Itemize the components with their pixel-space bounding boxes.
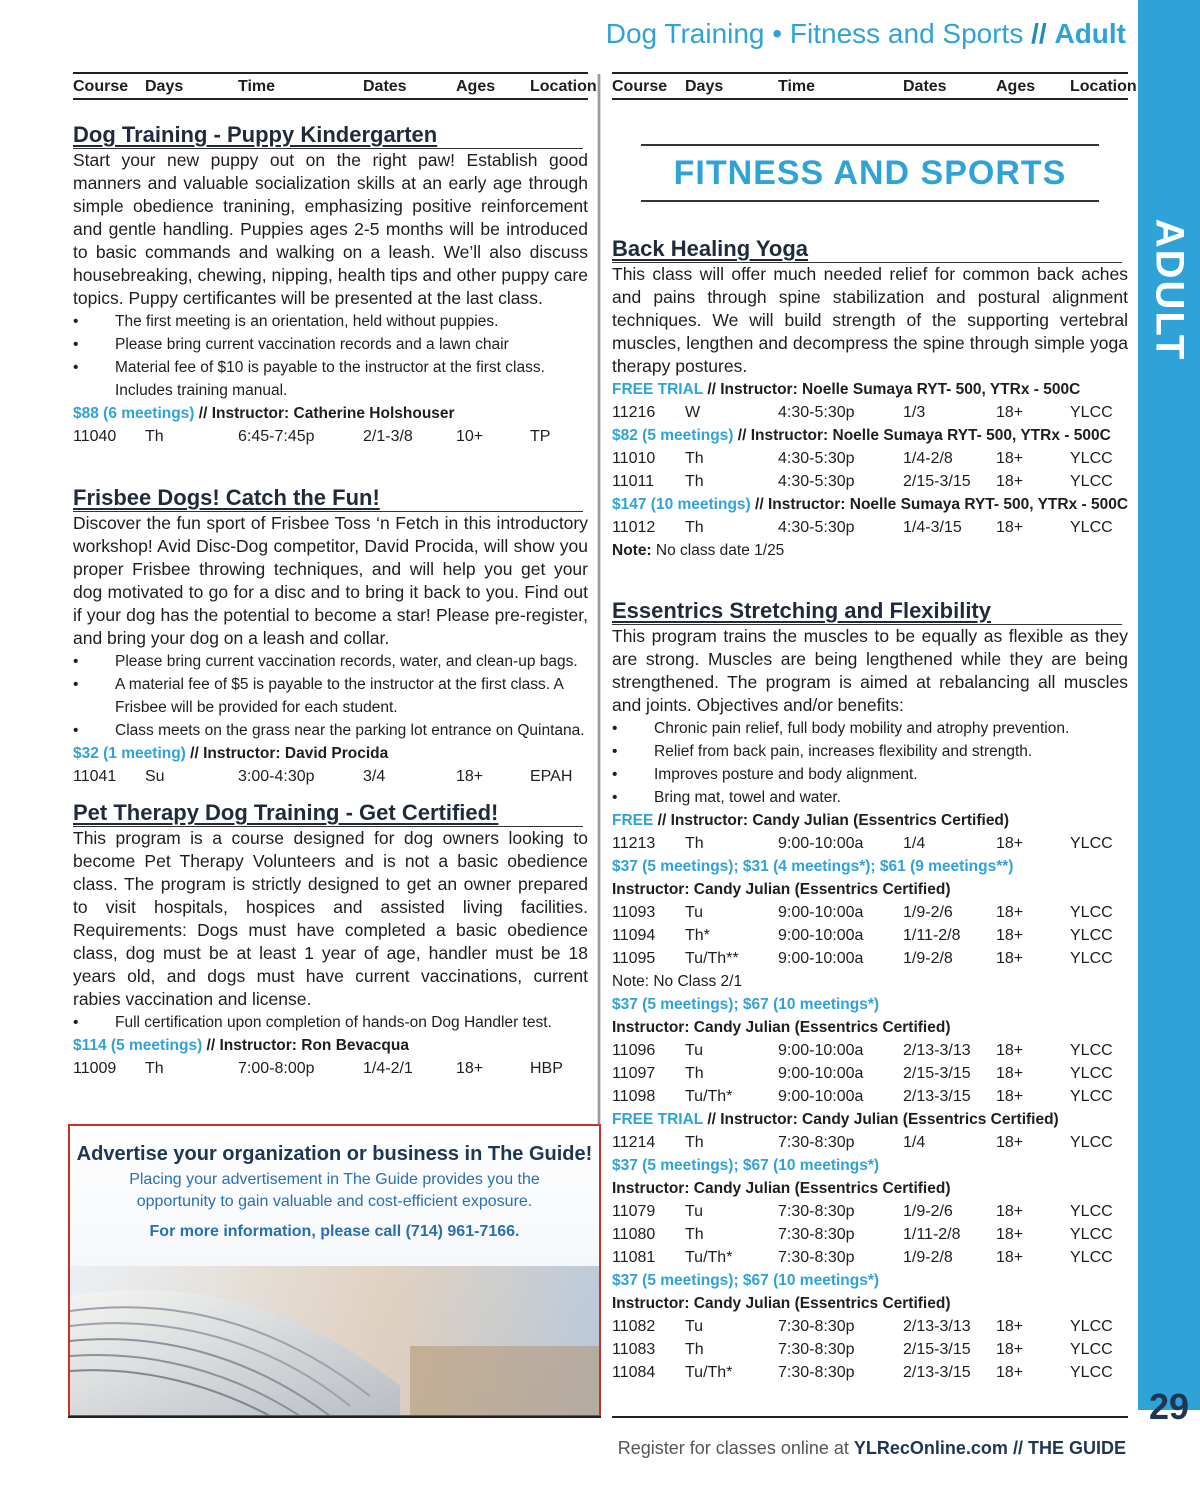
class-row <box>612 901 1128 924</box>
location: EPAH <box>530 768 573 785</box>
course-number: 11041 <box>73 768 117 785</box>
dates: 2/13-3/15 <box>903 1088 971 1105</box>
course-number: 11009 <box>73 1060 117 1077</box>
note-item: • The first meeting is an orientation, held without puppies. <box>73 310 588 333</box>
instructor: Instructor: Candy Julian (Essentrics Certified) <box>612 1295 951 1312</box>
ad-headline: Advertise your organization or business in The Guide! <box>76 1143 593 1165</box>
dates: 1/9-2/6 <box>903 1203 953 1220</box>
days: Tu <box>685 1318 704 1335</box>
location: YLCC <box>1070 1134 1113 1151</box>
course-number: 11083 <box>612 1341 656 1358</box>
days: Th <box>685 450 704 467</box>
ages: 18+ <box>456 768 484 785</box>
instructor: // Instructor: David Procida <box>190 745 389 762</box>
instructor: // Instructor: Noelle Sumaya RYT- 500, YTRx - 500C <box>755 496 1129 513</box>
days: Tu <box>685 904 704 921</box>
price-line <box>612 1269 1128 1292</box>
course-number: 11080 <box>612 1226 656 1243</box>
dates: 1/3 <box>903 404 926 421</box>
class-row <box>73 1057 588 1080</box>
time: 6:45-7:45p <box>238 428 315 445</box>
note-text: No class date 1/25 <box>655 542 785 559</box>
location: HBP <box>530 1060 563 1077</box>
ages: 18+ <box>996 950 1024 967</box>
ages: 18+ <box>996 1088 1024 1105</box>
col-ages: Ages <box>456 78 496 95</box>
price-line <box>612 1154 1128 1177</box>
time: 9:00-10:00a <box>778 1065 864 1082</box>
course-number: 11084 <box>612 1364 656 1381</box>
dates: 2/15-3/15 <box>903 1341 971 1358</box>
price-line <box>612 424 1128 447</box>
dates: 1/9-2/8 <box>903 950 953 967</box>
ages: 18+ <box>996 404 1024 421</box>
time: 9:00-10:00a <box>778 904 864 921</box>
price: $37 (5 meetings); $67 (10 meetings*) <box>612 1157 880 1174</box>
course-title: Essentrics Stretching and Flexibility <box>612 598 1122 625</box>
footer-rule-left <box>68 1416 601 1418</box>
location: YLCC <box>1070 950 1113 967</box>
course-title: Frisbee Dogs! Catch the Fun! <box>73 485 583 512</box>
days: Th <box>145 1060 164 1077</box>
course-notes <box>612 717 1128 809</box>
header-dog-training: Dog Training <box>605 18 765 49</box>
col-course: Course <box>612 78 668 95</box>
course-number: 11040 <box>73 428 117 445</box>
course-number: 11010 <box>612 450 656 467</box>
col-location: Location <box>530 78 597 95</box>
instructor: Instructor: Candy Julian (Essentrics Certified) <box>612 1019 951 1036</box>
instructor: Instructor: Candy Julian (Essentrics Certified) <box>612 881 951 898</box>
note-item: • Relief from back pain, increases flexibility and strength. <box>612 740 1128 763</box>
course-number: 11216 <box>612 404 656 421</box>
footer-text: Register for classes online at <box>617 1438 849 1458</box>
course-notes <box>73 650 588 742</box>
course-number: 11081 <box>612 1249 656 1266</box>
dates: 1/9-2/8 <box>903 1249 953 1266</box>
price: $37 (5 meetings); $31 (4 meetings*); $61 (9 meetings**) <box>612 858 1014 875</box>
class-row <box>73 425 588 448</box>
price: $88 (6 meetings) <box>73 405 195 422</box>
class-row <box>612 1039 1128 1062</box>
dates: 1/4-3/15 <box>903 519 962 536</box>
footer-website-link[interactable]: YLRecOnline.com <box>853 1438 1008 1458</box>
dates: 1/4-2/1 <box>363 1060 413 1077</box>
days: W <box>685 404 701 421</box>
course-description: This program is a course designed for dog owners looking to become Pet Therapy Volunteers and is not a basic obedience class. The program is strictly designed to get an owner prepared to visit hospitals, hospices and assisted living facilities. Requirements: Dogs must have completed a basic obedience class, dog must be at least 1 year of age, handler must be 18 years old, and dogs must have current vaccinations, current rabies vaccination and license. <box>73 828 588 1009</box>
instructor: // Instructor: Noelle Sumaya RYT- 500, YTRx - 500C <box>737 427 1111 444</box>
days: Th <box>685 473 704 490</box>
instructor: // Instructor: Candy Julian (Essentrics Certified) <box>707 1111 1059 1128</box>
class-row <box>612 470 1128 493</box>
location: YLCC <box>1070 1249 1113 1266</box>
instructor: Instructor: Candy Julian (Essentrics Certified) <box>612 1180 951 1197</box>
course-title: Dog Training - Puppy Kindergarten <box>73 122 583 149</box>
location: YLCC <box>1070 1088 1113 1105</box>
page-footer <box>618 1438 1126 1459</box>
page-number: 29 <box>1148 1386 1190 1427</box>
course-number: 11011 <box>612 473 655 490</box>
note-item: • Material fee of $10 is payable to the instructor at the first class. Includes training manual. <box>73 356 588 402</box>
course-number: 11096 <box>612 1042 656 1059</box>
time: 7:00-8:00p <box>238 1060 315 1077</box>
ages: 18+ <box>996 1364 1024 1381</box>
class-row <box>612 1223 1128 1246</box>
side-tab-label: ADULT <box>1147 218 1192 362</box>
class-row <box>612 1131 1128 1154</box>
time: 9:00-10:00a <box>778 1042 864 1059</box>
col-dates: Dates <box>903 78 947 95</box>
ages: 18+ <box>996 1134 1024 1151</box>
note-item: • Chronic pain relief, full body mobility and atrophy prevention. <box>612 717 1128 740</box>
course-number: 11094 <box>612 927 656 944</box>
class-row <box>612 1200 1128 1223</box>
note-label: Note: <box>612 542 652 559</box>
location: YLCC <box>1070 473 1113 490</box>
dates: 3/4 <box>363 768 386 785</box>
header-dot: • <box>772 18 783 49</box>
page-header <box>606 18 1126 50</box>
class-row <box>612 1085 1128 1108</box>
price: FREE TRIAL <box>612 1111 703 1128</box>
price-line <box>612 493 1128 516</box>
dates: 1/11-2/8 <box>903 1226 961 1243</box>
section-title: FITNESS AND SPORTS <box>673 154 1067 192</box>
dates: 1/4-2/8 <box>903 450 953 467</box>
ages: 18+ <box>996 1042 1024 1059</box>
location: YLCC <box>1070 404 1113 421</box>
dates: 1/4 <box>903 835 926 852</box>
location: YLCC <box>1070 1226 1113 1243</box>
instructor: // Instructor: Ron Bevacqua <box>206 1037 409 1054</box>
location: YLCC <box>1070 927 1113 944</box>
header-fitness-sports: Fitness and Sports <box>789 18 1024 49</box>
time: 4:30-5:30p <box>778 404 855 421</box>
dates: 2/15-3/15 <box>903 1065 971 1082</box>
time: 7:30-8:30p <box>778 1134 855 1151</box>
price-line <box>73 402 588 425</box>
course-number: 11012 <box>612 519 656 536</box>
course-number: 11095 <box>612 950 656 967</box>
class-note: Note: No Class 2/1 <box>612 973 743 990</box>
instructor: // Instructor: Candy Julian (Essentrics Certified) <box>657 812 1010 829</box>
days: Th <box>685 1134 704 1151</box>
days: Th <box>685 835 704 852</box>
dates: 2/15-3/15 <box>903 473 971 490</box>
col-location: Location <box>1070 78 1137 95</box>
ages: 18+ <box>996 1065 1024 1082</box>
days: Tu/Th* <box>685 1364 733 1381</box>
price-line <box>73 1034 588 1057</box>
class-row <box>612 516 1128 539</box>
advertisement-box <box>68 1124 601 1417</box>
note-item: • Full certification upon completion of hands-on Dog Handler test. <box>73 1011 588 1034</box>
location: YLCC <box>1070 1065 1113 1082</box>
location: YLCC <box>1070 835 1113 852</box>
price-line <box>612 855 1128 878</box>
course-description: This class will offer much needed relief for common back aches and pains through spine stabilization and postural alignment techniques. We will build strength of the supporting vertebral muscles, lengthen and decompress the spine through simple yoga therapy postures. <box>612 264 1128 376</box>
note-item: • Please bring current vaccination records, water, and clean-up bags. <box>73 650 588 673</box>
price-line <box>612 378 1128 401</box>
location: YLCC <box>1070 1203 1113 1220</box>
time: 3:00-4:30p <box>238 768 315 785</box>
time: 9:00-10:00a <box>778 950 864 967</box>
location: TP <box>530 428 551 445</box>
course-notes <box>73 1011 588 1034</box>
course-number: 11213 <box>612 835 656 852</box>
ages: 18+ <box>996 1203 1024 1220</box>
dates: 1/9-2/6 <box>903 904 953 921</box>
price: $114 (5 meetings) <box>73 1037 203 1054</box>
class-row <box>612 1315 1128 1338</box>
course-number: 11079 <box>612 1203 656 1220</box>
left-column-header <box>73 72 597 100</box>
header-separator: // <box>1031 18 1047 49</box>
course-description: This program trains the muscles to be equally as flexible as they are strong. Muscles are being lengthened while they are being strengthened. The program is aimed at rebalancing all muscles and joints. Objectives and/or benefits: <box>612 626 1128 715</box>
footer-rule-right <box>612 1416 1128 1418</box>
time: 7:30-8:30p <box>778 1226 855 1243</box>
instructor: // Instructor: Catherine Holshouser <box>198 405 455 422</box>
instructor: // Instructor: Noelle Sumaya RYT- 500, YTRx - 500C <box>707 381 1081 398</box>
ages: 18+ <box>996 473 1024 490</box>
col-dates: Dates <box>363 78 407 95</box>
course-number: 11093 <box>612 904 656 921</box>
ages: 18+ <box>996 1249 1024 1266</box>
header-adult: Adult <box>1054 18 1126 49</box>
price: $37 (5 meetings); $67 (10 meetings*) <box>612 996 880 1013</box>
ages: 18+ <box>996 1226 1024 1243</box>
right-column <box>612 72 1137 1384</box>
class-note <box>612 539 1128 562</box>
days: Tu/Th* <box>685 1088 733 1105</box>
time: 7:30-8:30p <box>778 1249 855 1266</box>
location: YLCC <box>1070 450 1113 467</box>
course-title: Pet Therapy Dog Training - Get Certified! <box>73 800 583 827</box>
price-line <box>612 993 1128 1016</box>
note-item: • Class meets on the grass near the parking lot entrance on Quintana. <box>73 719 588 742</box>
price: $147 (10 meetings) <box>612 496 751 513</box>
ad-contact: For more information, please call (714) 961-7166. <box>149 1223 520 1240</box>
price-line <box>73 742 588 765</box>
note-item: • Bring mat, towel and water. <box>612 786 1128 809</box>
dates: 1/4 <box>903 1134 926 1151</box>
days: Tu <box>685 1042 704 1059</box>
location: YLCC <box>1070 1318 1113 1335</box>
col-ages: Ages <box>996 78 1036 95</box>
magazine-image <box>70 1266 600 1416</box>
time: 7:30-8:30p <box>778 1364 855 1381</box>
ages: 18+ <box>996 927 1024 944</box>
class-row <box>612 1062 1128 1085</box>
ages: 18+ <box>996 835 1024 852</box>
class-row <box>612 924 1128 947</box>
days: Th <box>685 1065 704 1082</box>
location: YLCC <box>1070 1042 1113 1059</box>
class-row <box>612 401 1128 424</box>
location: YLCC <box>1070 519 1113 536</box>
right-column-header <box>612 72 1137 100</box>
days: Th* <box>685 927 710 944</box>
time: 7:30-8:30p <box>778 1203 855 1220</box>
price: $82 (5 meetings) <box>612 427 734 444</box>
ages: 18+ <box>996 519 1024 536</box>
col-days: Days <box>145 78 184 95</box>
course-notes <box>73 310 588 402</box>
ad-line: Placing your advertisement in The Guide provides you the <box>129 1171 540 1188</box>
days: Th <box>145 428 164 445</box>
days: Th <box>685 1341 704 1358</box>
note-item: • Please bring current vaccination records and a lawn chair <box>73 333 588 356</box>
footer-separator: // <box>1012 1438 1023 1458</box>
time: 7:30-8:30p <box>778 1341 855 1358</box>
location: YLCC <box>1070 904 1113 921</box>
class-row <box>612 447 1128 470</box>
price: FREE TRIAL <box>612 381 703 398</box>
ages: 18+ <box>456 1060 484 1077</box>
time: 4:30-5:30p <box>778 450 855 467</box>
class-row <box>612 832 1128 855</box>
dates: 2/13-3/15 <box>903 1364 971 1381</box>
col-time: Time <box>778 78 816 95</box>
dates: 2/13-3/13 <box>903 1042 971 1059</box>
ad-body <box>70 1169 599 1213</box>
price-line <box>612 1108 1128 1131</box>
days: Tu <box>685 1203 704 1220</box>
time: 4:30-5:30p <box>778 473 855 490</box>
course-title: Back Healing Yoga <box>612 236 1122 263</box>
course-number: 11098 <box>612 1088 656 1105</box>
ages: 18+ <box>996 904 1024 921</box>
days: Tu/Th* <box>685 1249 733 1266</box>
dates: 2/13-3/13 <box>903 1318 971 1335</box>
course-description: Discover the fun sport of Frisbee Toss ‘n Fetch in this introductory workshop! Avid Disc-Dog competitor, David Procida, will show you proper Frisbee throwing techniques, and will help you get your dog motivated to go for a disc and to bring it back to you. Find out if your dog has the potential to become a star! Please pre-register, and bring your dog on a leash and collar. <box>73 513 588 648</box>
dates: 1/11-2/8 <box>903 927 961 944</box>
location: YLCC <box>1070 1364 1113 1381</box>
price-line <box>612 809 1128 832</box>
note-item: • Improves posture and body alignment. <box>612 763 1128 786</box>
days: Su <box>145 768 165 785</box>
days: Tu/Th** <box>685 950 739 967</box>
ages: 10+ <box>456 428 484 445</box>
col-time: Time <box>238 78 276 95</box>
ages: 18+ <box>996 450 1024 467</box>
ages: 18+ <box>996 1341 1024 1358</box>
class-row <box>612 1246 1128 1269</box>
time: 7:30-8:30p <box>778 1318 855 1335</box>
ad-line: opportunity to gain valuable and cost-efficient exposure. <box>136 1193 533 1210</box>
course-number: 11097 <box>612 1065 656 1082</box>
class-row <box>612 1361 1128 1384</box>
location: YLCC <box>1070 1341 1113 1358</box>
footer-guide-label: THE GUIDE <box>1027 1438 1126 1458</box>
time: 9:00-10:00a <box>778 927 864 944</box>
course-number: 11214 <box>612 1134 656 1151</box>
time: 9:00-10:00a <box>778 835 864 852</box>
time: 4:30-5:30p <box>778 519 855 536</box>
time: 9:00-10:00a <box>778 1088 864 1105</box>
price: $37 (5 meetings); $67 (10 meetings*) <box>612 1272 880 1289</box>
side-tab <box>1138 0 1200 1410</box>
price: FREE <box>612 812 654 829</box>
price: $32 (1 meeting) <box>73 745 186 762</box>
dates: 2/1-3/8 <box>363 428 413 445</box>
class-row <box>73 765 588 788</box>
days: Th <box>685 1226 704 1243</box>
ages: 18+ <box>996 1318 1024 1335</box>
col-course: Course <box>73 78 129 95</box>
class-row <box>612 947 1128 970</box>
note-item: • A material fee of $5 is payable to the instructor at the first class. A Frisbee will be provided for each student. <box>73 673 588 719</box>
course-number: 11082 <box>612 1318 656 1335</box>
col-days: Days <box>685 78 724 95</box>
course-description: Start your new puppy out on the right paw! Establish good manners and valuable socialization skills at an early age through simple obedience tranining, emphasizing positive reinforcement and gentle handling. Puppies ages 2-5 months will be introduced to basic commands and walking on a leash. We’ll also discuss housebreaking, chewing, nipping, health tips and other puppy care topics. Puppy certificantes will be presented at the last class. <box>73 150 588 308</box>
days: Th <box>685 519 704 536</box>
left-column <box>73 72 597 1080</box>
class-row <box>612 1338 1128 1361</box>
